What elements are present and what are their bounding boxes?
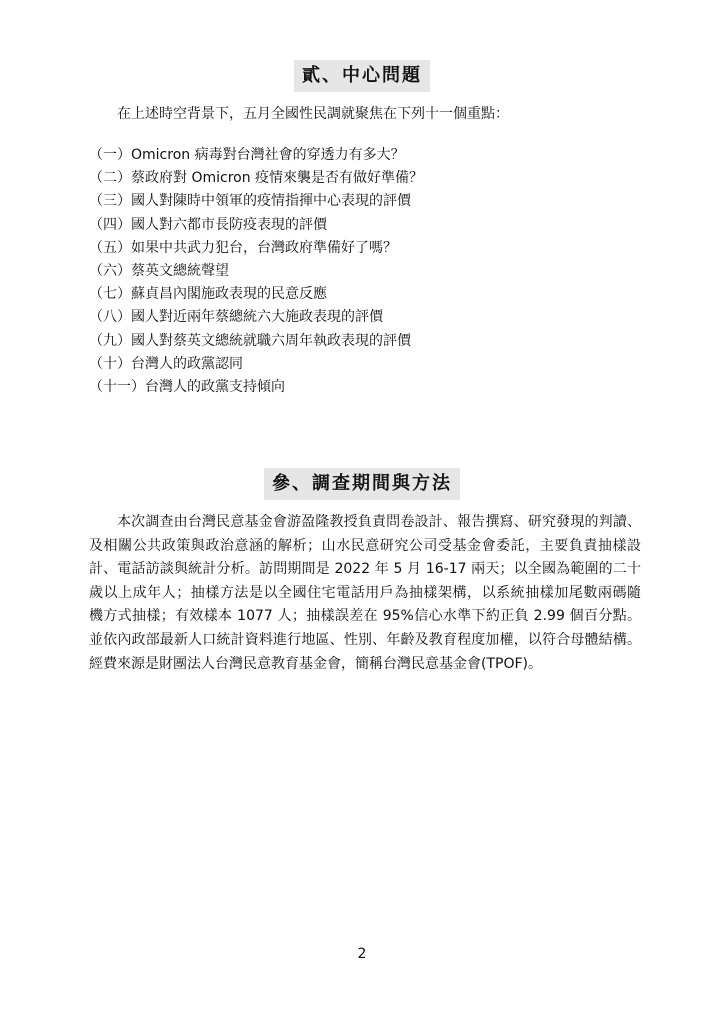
list-item: （十一）台灣人的政黨支持傾向 bbox=[89, 379, 285, 396]
paragraph-line: 並依內政部最新人口統計資料進行地區、性別、年齡及教育程度加權，以符合母體結構。 bbox=[89, 631, 641, 648]
page-number: 2 bbox=[357, 946, 367, 962]
list-item: （一）Omicron 病毒對台灣社會的穿透力有多大？ bbox=[89, 147, 405, 163]
list-item: （三）國人對陳時中領軍的疫情指揮中心表現的評價 bbox=[89, 193, 411, 210]
paragraph-line: 計、電話訪談與統計分析。訪問期間是 2022 年 5 月 16-17 兩天；以全國為範圍的二十 bbox=[89, 561, 641, 578]
list-item: （四）國人對六都市長防疫表現的評價 bbox=[89, 216, 327, 233]
list-item: （六）蔡英文總統聲望 bbox=[89, 263, 229, 280]
paragraph-line: 本次調查由台灣民意基金會游盈隆教授負責問卷設計、報告撰寫、研究發現的判讀、 bbox=[117, 514, 641, 530]
list-item: （五）如果中共武力犯台，台灣政府準備好了嗎？ bbox=[89, 239, 397, 256]
list-item: （七）蘇貞昌內閣施政表現的民意反應 bbox=[89, 286, 327, 303]
paragraph-line: 機方式抽樣；有效樣本 1077 人；抽樣誤差在 95%信心水準下約正負 2.99 個百分點。 bbox=[89, 608, 641, 625]
section-3-heading bbox=[0, 468, 724, 500]
section-3-heading-text: 參、調查期間與方法 bbox=[264, 468, 460, 500]
paragraph-line: 經費來源是財團法人台灣民意教育基金會，簡稱台灣民意基金會(TPOF)。 bbox=[89, 655, 542, 672]
methodology-paragraph bbox=[89, 511, 641, 676]
list-item: （十）台灣人的政黨認同 bbox=[89, 355, 243, 372]
list-item: （九）國人對蔡英文總統就職六周年執政表現的評價 bbox=[89, 332, 411, 349]
section-2-heading bbox=[0, 60, 724, 92]
list-item: （二）蔡政府對 Omicron 疫情來襲是否有做好準備？ bbox=[89, 170, 424, 187]
section-2-heading-text: 貳、中心問題 bbox=[294, 60, 430, 92]
paragraph-line: 歲以上成年人；抽樣方法是以全國住宅電話用戶為抽樣架構，以系統抽樣加尾數兩碼隨 bbox=[89, 584, 641, 601]
section-2-intro: 在上述時空背景下，五月全國性民調就聚焦在下列十一個重點： bbox=[117, 106, 509, 122]
list-item: （八）國人對近兩年蔡總統六大施政表現的評價 bbox=[89, 309, 383, 326]
paragraph-line: 及相關公共政策與政治意涵的解析；山水民意研究公司受基金會委託，主要負責抽樣設 bbox=[89, 537, 641, 554]
focus-points-list bbox=[89, 144, 423, 399]
